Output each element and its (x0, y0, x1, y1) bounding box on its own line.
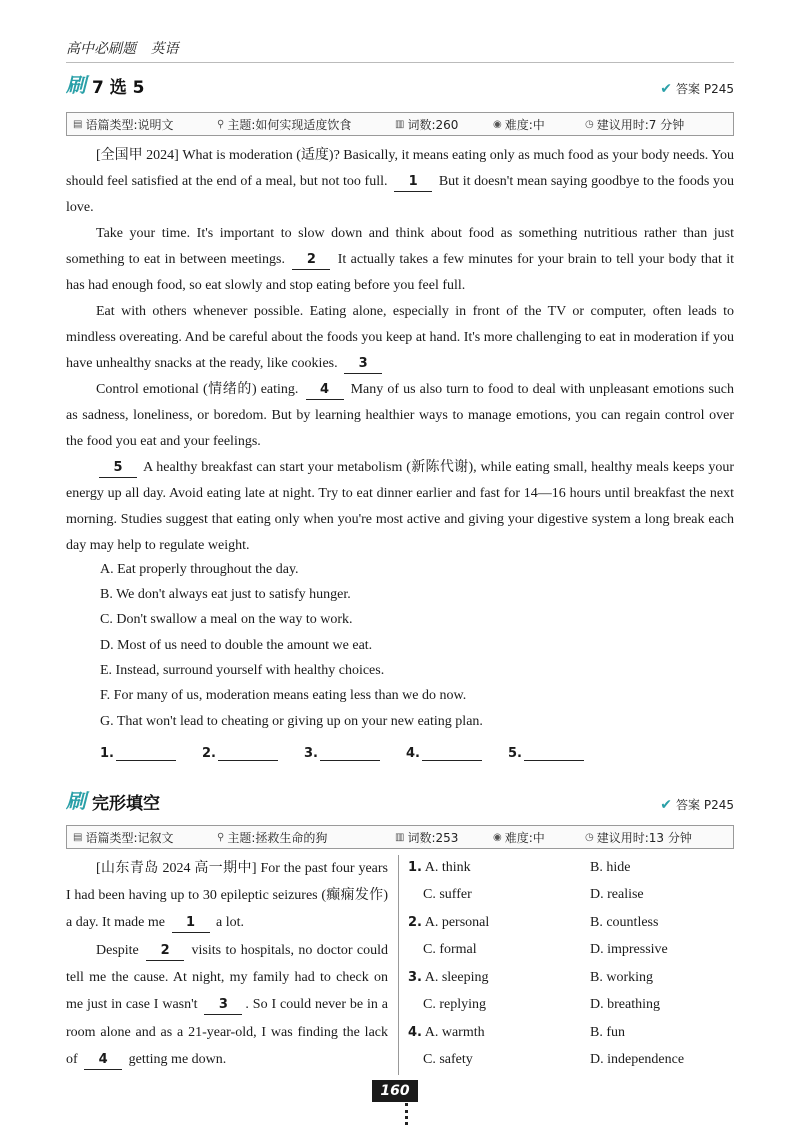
q4-option-d: D. independence (590, 1052, 685, 1067)
info-theme-text: 主题:如何实现适度饮食 (227, 117, 352, 132)
info2-words-text: 词数:253 (407, 830, 459, 845)
subject-title: 英语 (150, 41, 179, 57)
cloze-blank-1[interactable]: 1 (172, 914, 210, 933)
info2-theme (217, 829, 395, 846)
passage-paragraph-3 (66, 299, 734, 377)
p1-text-b: But it doesn't mean saying goodbye to the foods you love. (66, 174, 735, 215)
option-c: C. Don't swallow a meal on the way to work. (100, 612, 353, 627)
q2-option-d: D. impressive (590, 942, 668, 957)
doc-icon: ▤ (73, 831, 83, 843)
cloze-paragraph-1 (66, 855, 388, 937)
q4-option-b: B. fun (590, 1025, 625, 1040)
section1-title (66, 72, 145, 98)
answer-line-2[interactable] (218, 747, 278, 761)
q3-option-b: B. working (590, 970, 653, 985)
page-number: 160 (372, 1080, 418, 1102)
section1-answer-ref-label: 答案 P245 (676, 82, 734, 96)
passage-paragraph-1 (66, 143, 734, 221)
info-words (395, 116, 493, 133)
cloze-blank-2[interactable]: 2 (146, 942, 184, 961)
answer-line-5[interactable] (524, 747, 584, 761)
info-time-text: 建议用时:7 分钟 (596, 117, 685, 132)
info-difficulty-text: 难度:中 (504, 117, 545, 132)
search-icon: ⚲ (217, 831, 225, 843)
info2-time-text: 建议用时:13 分钟 (596, 830, 692, 845)
book-icon: ▥ (395, 118, 405, 130)
info2-type-text: 语篇类型:记叙文 (85, 830, 174, 845)
q1-number: 1. (408, 860, 422, 875)
q3-a-text: A. sleeping (424, 970, 489, 985)
answer-slot-5[interactable] (508, 746, 584, 761)
cloze-blank-4[interactable]: 4 (84, 1051, 122, 1070)
blank-3[interactable]: 3 (344, 355, 382, 374)
running-head (66, 38, 188, 58)
info-type (67, 116, 217, 133)
p4-text-a: Control emotional (情绪的) eating. (96, 382, 299, 397)
option-g: G. That won't lead to cheating or giving up on your new eating plan. (100, 714, 483, 729)
cloze-p2-text-d: getting me down. (128, 1051, 227, 1067)
answer-line-4[interactable] (422, 747, 482, 761)
section2-info-bar (66, 825, 734, 849)
doc-icon: ▤ (73, 118, 83, 130)
p4-text-b: Many of us also turn to food to deal with unpleasant emotions such as sadness, loneliness, or boredom. But by learning healthier ways to manage emotions, you can regain control over the food you eat and your feelings. (66, 382, 735, 449)
answer-label-4: 4. (405, 746, 420, 761)
q1-option-b: B. hide (590, 860, 631, 875)
p1-text-a: [全国甲 2024] What is moderation (适度)? Basically, it means eating only as much food as your body needs. You should feel satisfied at the end of a meal, but not too full. (66, 148, 734, 189)
brush-icon: 刷 (66, 789, 86, 813)
passage-paragraph-4 (66, 377, 734, 455)
q2-a-text: A. personal (424, 915, 490, 930)
p2-text-b: It actually takes a few minutes for your brain to tell your body that it has had enough food, so eat slowly and stop eating before you feel full. (66, 252, 735, 293)
header-rule (66, 62, 734, 63)
section1-answer-ref[interactable] (660, 80, 734, 97)
search-icon: ⚲ (217, 118, 225, 130)
q1-option-a (408, 859, 471, 877)
section1-name: 7 选 5 (92, 77, 145, 98)
section2-name: 完形填空 (92, 793, 160, 814)
section2-answer-ref[interactable] (660, 796, 734, 813)
cloze-blank-3[interactable]: 3 (204, 996, 242, 1015)
answer-label-5: 5. (507, 746, 522, 761)
info2-theme-text: 主题:拯救生命的狗 (227, 830, 328, 845)
answer-line-1[interactable] (116, 747, 176, 761)
q3-option-a (408, 969, 488, 987)
answer-row (100, 746, 610, 761)
p5-text-b: A healthy breakfast can start your metabolism (新陈代谢), while eating small, healthy meals keeps your energy up all day. Avoid eating late at night. Try to eat dinner earlier and fast for 14—16 hours until breakfast the next morning. Studies suggest that eating only when you're most active and giving your digestive system a long break each day may help to regulate weight. (66, 460, 734, 553)
answer-slot-1[interactable] (100, 746, 176, 761)
option-a: A. Eat properly throughout the day. (100, 562, 299, 577)
cloze-p2-text-a: Despite (96, 943, 139, 958)
q1-option-d: D. realise (590, 887, 644, 902)
p3-text-a: Eat with others whenever possible. Eating alone, especially in front of the TV or computer, often leads to mindless overeating. And be careful about the foods you keep at hand. It's more challenging to eat in moderation if you have unhealthy snacks at the ready, like cookies. (66, 304, 734, 371)
blank-2[interactable]: 2 (292, 251, 330, 270)
blank-1[interactable]: 1 (394, 173, 432, 192)
answer-line-3[interactable] (320, 747, 380, 761)
q4-a-text: A. warmth (424, 1025, 485, 1040)
book-title: 高中必刷题 (66, 41, 136, 57)
q2-option-a (408, 914, 489, 932)
section2-answer-ref-label: 答案 P245 (676, 798, 734, 812)
column-divider (398, 855, 399, 1075)
answer-label-3: 3. (303, 746, 318, 761)
passage-paragraph-2 (66, 221, 734, 299)
difficulty-icon: ◉ (493, 118, 502, 130)
q4-option-a (408, 1024, 485, 1042)
cloze-paragraph-2 (66, 937, 388, 1073)
q2-option-b: B. countless (590, 915, 659, 930)
info-time (585, 116, 684, 133)
blank-5[interactable]: 5 (99, 459, 137, 478)
info2-words (395, 829, 493, 846)
q4-option-c: C. safety (423, 1052, 473, 1067)
cloze-p1-text-a: [山东青岛 2024 高一期中] For the past four years I had been having up to 30 epileptic seizures (癫痫发作) a day. It made me (66, 861, 388, 931)
info2-time (585, 829, 692, 846)
q1-a-text: A. think (424, 860, 471, 875)
info-difficulty (493, 116, 585, 133)
answer-slot-3[interactable] (304, 746, 380, 761)
blank-4[interactable]: 4 (306, 381, 344, 400)
option-f: F. For many of us, moderation means eating less than we do now. (100, 688, 467, 703)
q3-option-d: D. breathing (590, 997, 660, 1012)
page-dots (405, 1103, 408, 1125)
cloze-p2-text-b: visits to hospitals, no doctor could tell me the cause. At night, my family had to check on me just in case I wasn't (66, 943, 388, 1013)
q2-number: 2. (408, 915, 422, 930)
q3-option-c: C. replying (423, 997, 486, 1012)
answer-label-2: 2. (201, 746, 216, 761)
answer-slot-2[interactable] (202, 746, 278, 761)
q1-option-c: C. suffer (423, 887, 472, 902)
info2-difficulty-text: 难度:中 (504, 830, 545, 845)
section1-info-bar (66, 112, 734, 136)
clock-icon: ◷ (585, 118, 594, 130)
info-theme (217, 116, 395, 133)
info2-type (67, 829, 217, 846)
q2-option-c: C. formal (423, 942, 477, 957)
book-icon: ▥ (395, 831, 405, 843)
cloze-p2-text-c: . So I could never be in a room alone and as a 21-year-old, I was finding the lack of (66, 997, 388, 1067)
p2-text-a: Take your time. It's important to slow down and think about food as something nutritious rather than just something to eat in between meetings. (66, 226, 734, 267)
info-type-text: 语篇类型:说明文 (85, 117, 174, 132)
info-words-text: 词数:260 (407, 117, 459, 132)
section2-title (66, 788, 160, 814)
brush-icon: 刷 (66, 73, 86, 97)
clock-icon: ◷ (585, 831, 594, 843)
option-e: E. Instead, surround yourself with healthy choices. (100, 663, 385, 678)
passage-paragraph-5 (66, 455, 734, 559)
q3-number: 3. (408, 970, 422, 985)
answer-label-1: 1. (100, 746, 114, 761)
check-icon: ✔ (660, 80, 673, 97)
info2-difficulty (493, 829, 585, 846)
difficulty-icon: ◉ (493, 831, 502, 843)
answer-slot-4[interactable] (406, 746, 482, 761)
check-icon: ✔ (660, 796, 673, 813)
option-b: B. We don't always eat just to satisfy hunger. (100, 587, 351, 602)
q4-number: 4. (408, 1025, 422, 1040)
option-d: D. Most of us need to double the amount we eat. (100, 638, 373, 653)
cloze-p1-text-b: a lot. (216, 915, 244, 931)
